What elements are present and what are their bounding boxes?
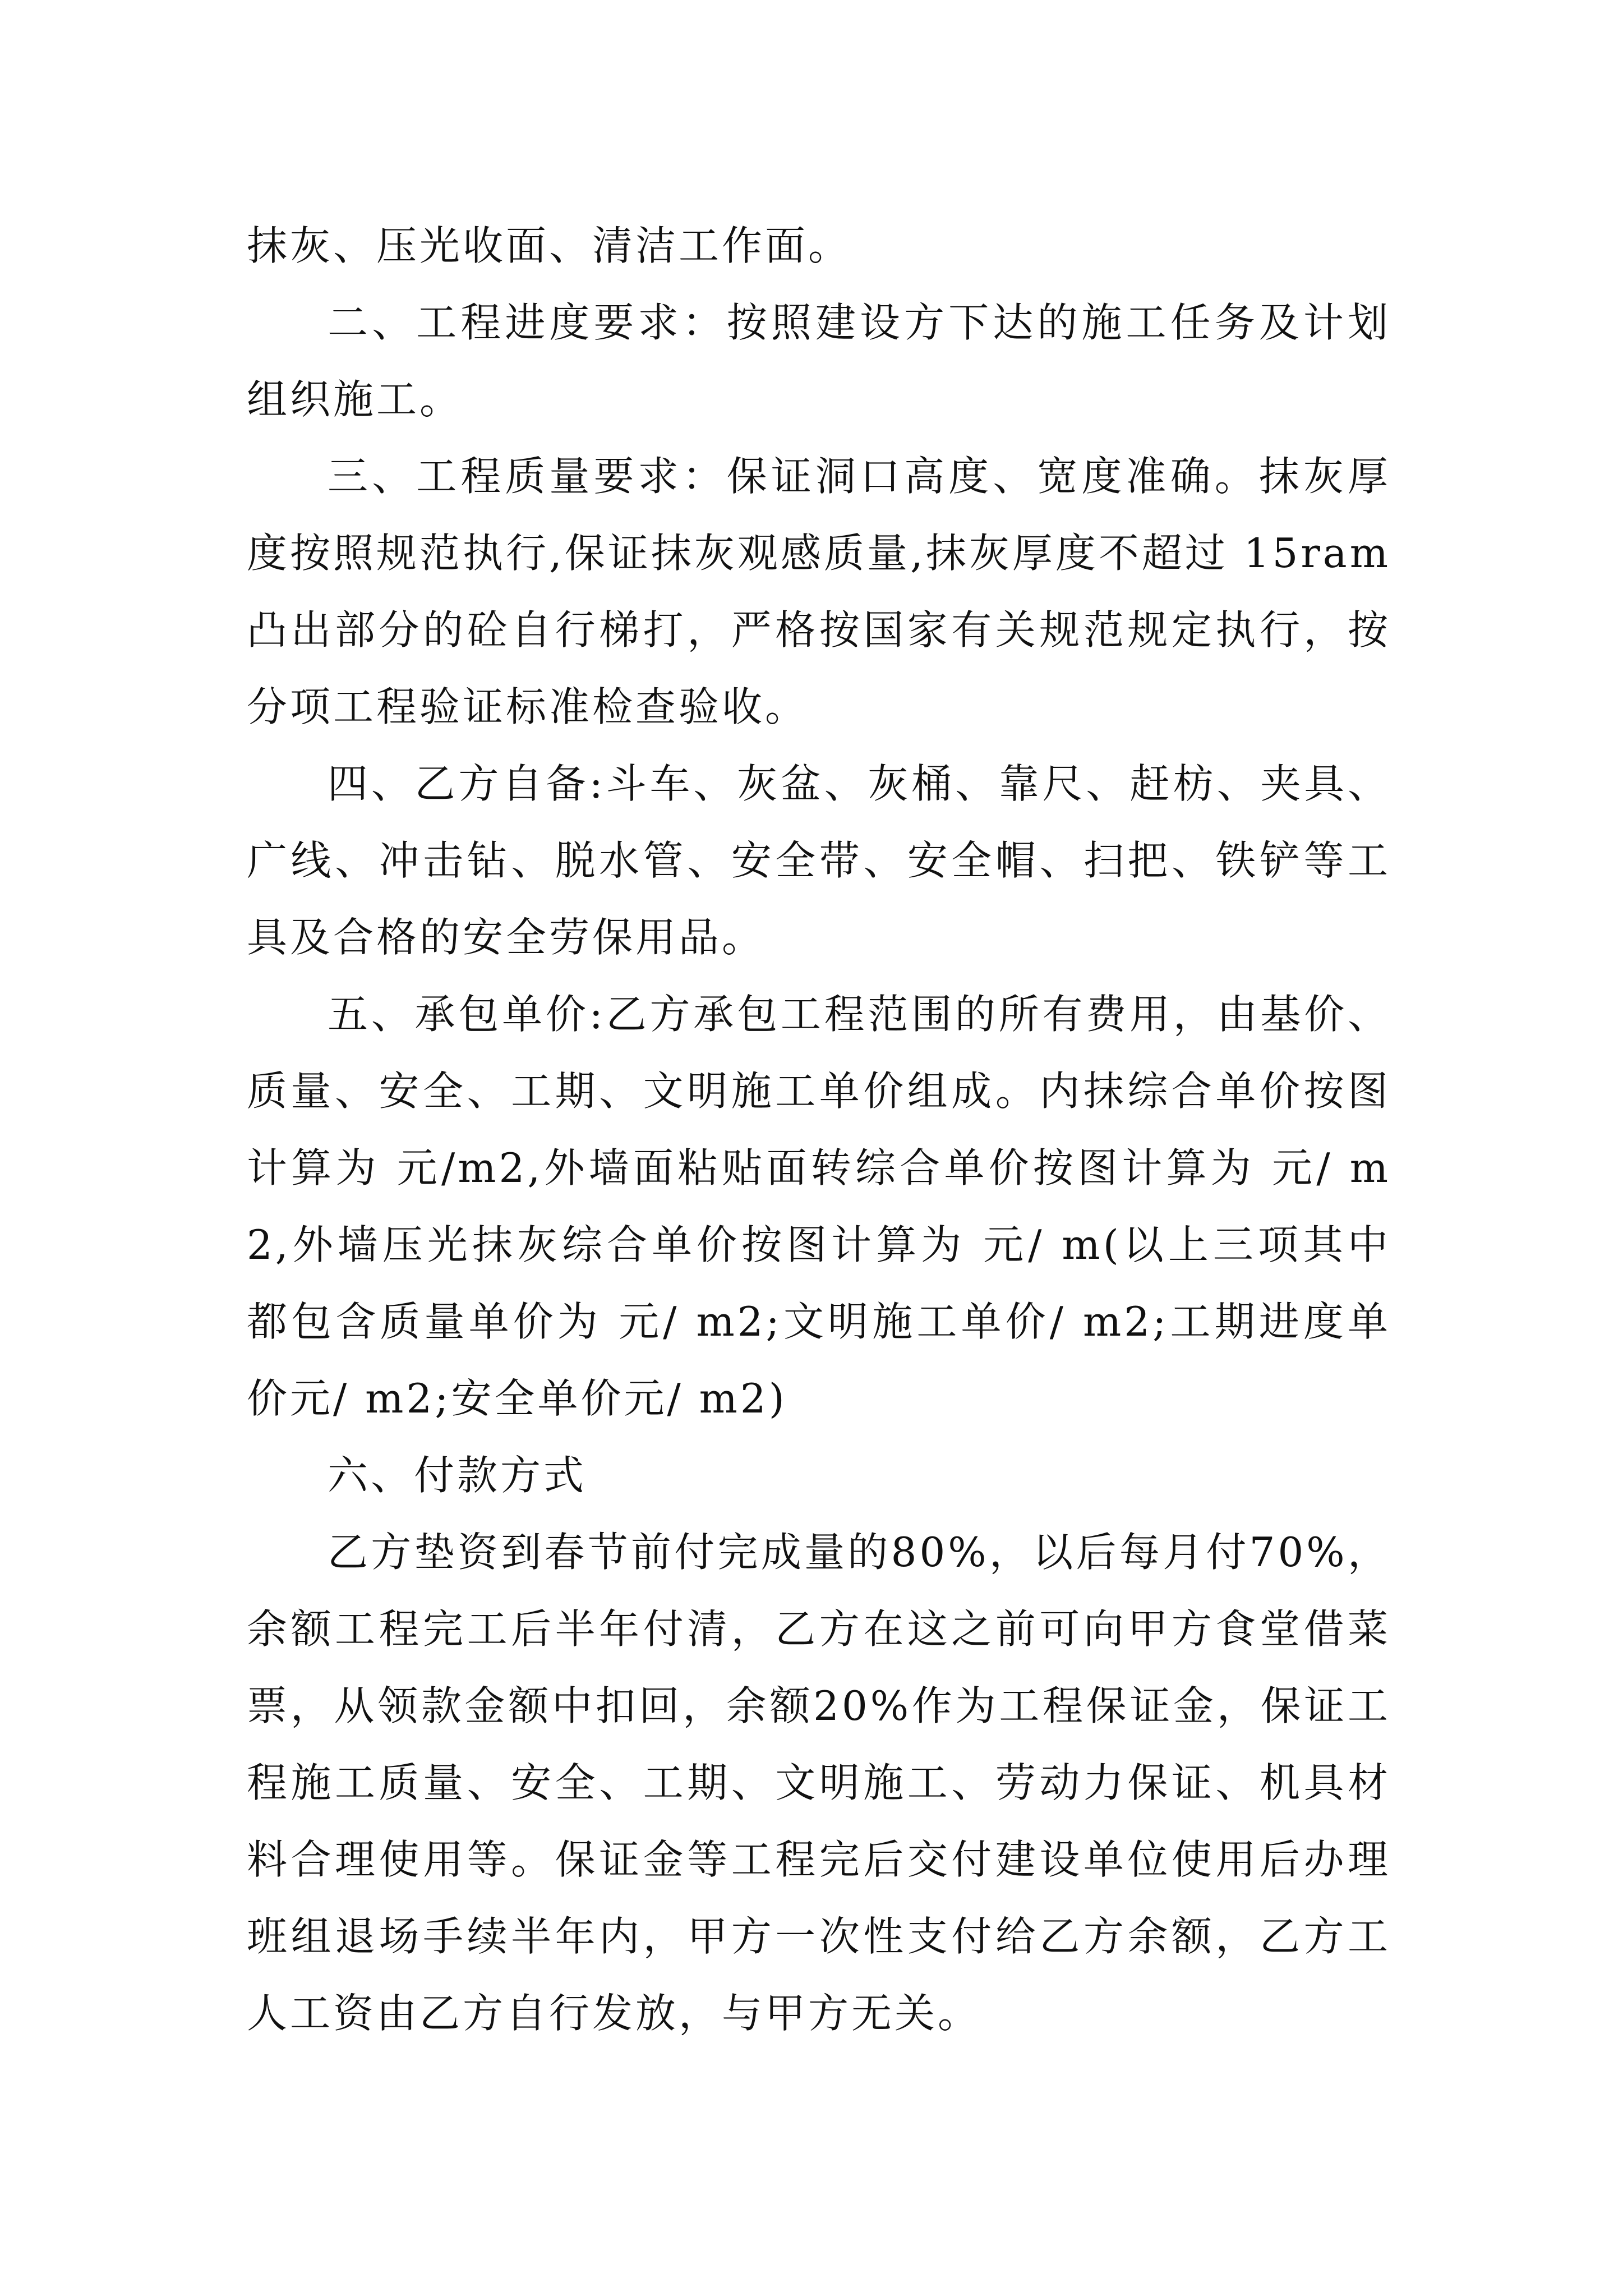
paragraph-unit-price: 五、承包单价:乙方承包工程范围的所有费用，由基价、质量、安全、工期、文明施工单价组成。内抹综合单价按图计算为 元/m2,外墙面粘贴面转综合单价按图计算为 元/ m2,外墙压光抹灰综合单价按图计算为 元/ m(以上三项其中都包含质量单价为 元/ m2;文明施工单价/ m2;工期进度单价元/ m2;安全单价元/ m2): [247, 991, 1391, 1422]
paragraph-continuation: 抹灰、压光收面、清洁工作面。: [247, 222, 852, 269]
paragraph-quality-requirements: 三、工程质量要求：保证洞口高度、宽度准确。抹灰厚度按照规范执行,保证抹灰观感质量,抹灰厚度不超过 15ram凸出部分的砼自行梯打，严格按国家有关规范规定执行，按分项工程验证标准检查验收。: [247, 453, 1391, 730]
paragraph-payment-heading: 六、付款方式: [328, 1452, 587, 1499]
document-body: [247, 208, 1391, 2052]
paragraph-payment-terms: 乙方垫资到春节前付完成量的80%，以后每月付70%，余额工程完工后半年付清，乙方在这之前可向甲方食堂借菜票，从领款金额中扣回，余额20%作为工程保证金，保证工程施工质量、安全、工期、文明施工、劳动力保证、机具材料合理使用等。保证金等工程完后交付建设单位使用后办理班组退场手续半年内，甲方一次性支付给乙方余额，乙方工人工资由乙方自行发放，与甲方无关。: [247, 1529, 1391, 2037]
paragraph-party-b-equipment: 四、乙方自备:斗车、灰盆、灰桶、靠尺、赶枋、夹具、广线、冲击钻、脱水管、安全带、安全帽、扫把、铁铲等工具及合格的安全劳保用品。: [247, 760, 1391, 961]
paragraph-schedule-requirements: 二、工程进度要求：按照建设方下达的施工任务及计划组织施工。: [247, 299, 1391, 423]
